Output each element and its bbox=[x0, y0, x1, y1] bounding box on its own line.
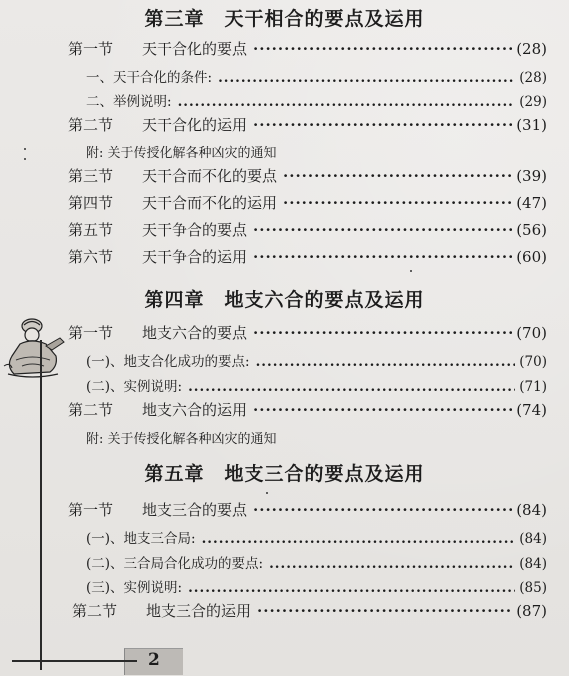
page-reference: (39) bbox=[516, 167, 547, 185]
toc-subentry[interactable] bbox=[86, 375, 547, 395]
section-number: 第三节 bbox=[68, 167, 114, 185]
leader-dots bbox=[253, 248, 512, 266]
toc-subentry[interactable] bbox=[86, 350, 547, 370]
leader-dots bbox=[257, 602, 512, 620]
leader-dots bbox=[253, 221, 512, 239]
margin-horizontal-rule bbox=[12, 660, 137, 662]
toc-entry[interactable] bbox=[72, 600, 547, 621]
section-title: 天干争合的要点 bbox=[142, 221, 248, 239]
section-title: 天干合而不化的要点 bbox=[142, 167, 278, 185]
section-number: 第一节 bbox=[68, 501, 114, 519]
toc-entry[interactable] bbox=[68, 219, 547, 240]
section-number: 第六节 bbox=[68, 248, 114, 266]
subentry-title: (一)、地支三合局: bbox=[86, 531, 196, 547]
page-reference: (84) bbox=[516, 501, 547, 519]
scan-speck bbox=[410, 270, 412, 272]
section-number: 第一节 bbox=[68, 324, 114, 342]
section-number: 第一节 bbox=[68, 40, 114, 58]
page-reference: (28) bbox=[519, 70, 547, 86]
page-reference: (84) bbox=[519, 531, 547, 547]
leader-dots bbox=[253, 501, 512, 519]
toc-entry[interactable] bbox=[68, 114, 547, 135]
subentry-title: (二)、实例说明: bbox=[86, 379, 183, 395]
toc-subentry[interactable] bbox=[86, 552, 547, 572]
leader-dots bbox=[253, 40, 512, 58]
leader-dots bbox=[256, 354, 516, 370]
toc-entry[interactable] bbox=[68, 192, 547, 213]
toc-entry[interactable] bbox=[68, 246, 547, 267]
page-reference: (85) bbox=[519, 580, 547, 596]
scan-speck bbox=[266, 492, 268, 494]
toc-entry[interactable] bbox=[68, 499, 547, 520]
leader-dots bbox=[253, 324, 512, 342]
subentry-title: (三)、实例说明: bbox=[86, 580, 183, 596]
page-reference: (60) bbox=[516, 248, 547, 266]
section-title: 地支六合的要点 bbox=[142, 324, 248, 342]
toc-subentry[interactable] bbox=[86, 527, 547, 547]
leader-dots bbox=[283, 194, 512, 212]
subentry-title: (一)、地支合化成功的要点: bbox=[86, 354, 250, 370]
notice-line: 附: 关于传授化解各种凶灾的通知 bbox=[86, 146, 277, 161]
section-title: 天干合化的运用 bbox=[142, 116, 248, 134]
leader-dots bbox=[178, 94, 516, 110]
section-title: 地支六合的运用 bbox=[142, 401, 248, 419]
subentry-title: 二、举例说明: bbox=[86, 94, 172, 110]
section-title: 天干合化的要点 bbox=[142, 40, 248, 58]
leader-dots bbox=[202, 531, 516, 547]
toc-subentry[interactable] bbox=[86, 66, 547, 86]
page-number: 2 bbox=[148, 650, 160, 670]
page-reference: (56) bbox=[516, 221, 547, 239]
section-title: 天干合而不化的运用 bbox=[142, 194, 278, 212]
chapter-heading: 第四章 地支六合的要点及运用 bbox=[144, 289, 425, 311]
toc-entry[interactable] bbox=[68, 165, 547, 186]
notice-line: 附: 关于传授化解各种凶灾的通知 bbox=[86, 432, 277, 447]
sage-figure-icon bbox=[2, 316, 70, 380]
page-reference: (71) bbox=[519, 379, 547, 395]
page-reference: (28) bbox=[516, 40, 547, 58]
section-number: 第二节 bbox=[68, 116, 114, 134]
margin-vertical-rule bbox=[40, 340, 42, 670]
leader-dots bbox=[188, 580, 515, 596]
page-reference: (70) bbox=[516, 324, 547, 342]
leader-dots bbox=[253, 401, 512, 419]
chapter-heading: 第五章 地支三合的要点及运用 bbox=[144, 463, 425, 485]
page-reference: (29) bbox=[519, 94, 547, 110]
chapter-heading: 第三章 天干相合的要点及运用 bbox=[144, 8, 425, 30]
section-number: 第二节 bbox=[72, 602, 118, 620]
section-title: 地支三合的运用 bbox=[146, 602, 252, 620]
section-title: 天干争合的运用 bbox=[142, 248, 248, 266]
page-reference: (47) bbox=[516, 194, 547, 212]
subentry-title: 一、天干合化的条件: bbox=[86, 70, 213, 86]
page-reference: (87) bbox=[516, 602, 547, 620]
leader-dots bbox=[283, 167, 512, 185]
page-reference: (31) bbox=[516, 116, 547, 134]
section-number: 第二节 bbox=[68, 401, 114, 419]
page-reference: (74) bbox=[516, 401, 547, 419]
toc-subentry[interactable] bbox=[86, 90, 547, 110]
page-reference: (70) bbox=[519, 354, 547, 370]
section-number: 第四节 bbox=[68, 194, 114, 212]
toc-entry[interactable] bbox=[68, 399, 547, 420]
scan-speck bbox=[24, 158, 26, 160]
leader-dots bbox=[253, 116, 512, 134]
section-title: 地支三合的要点 bbox=[142, 501, 248, 519]
leader-dots bbox=[188, 379, 515, 395]
subentry-title: (二)、三合局合化成功的要点: bbox=[86, 556, 264, 572]
toc-subentry[interactable] bbox=[86, 576, 547, 596]
section-number: 第五节 bbox=[68, 221, 114, 239]
page-reference: (84) bbox=[519, 556, 547, 572]
toc-entry[interactable] bbox=[68, 38, 547, 59]
toc-entry[interactable] bbox=[68, 322, 547, 343]
leader-dots bbox=[269, 556, 515, 572]
leader-dots bbox=[218, 70, 515, 86]
scan-speck bbox=[24, 148, 26, 150]
